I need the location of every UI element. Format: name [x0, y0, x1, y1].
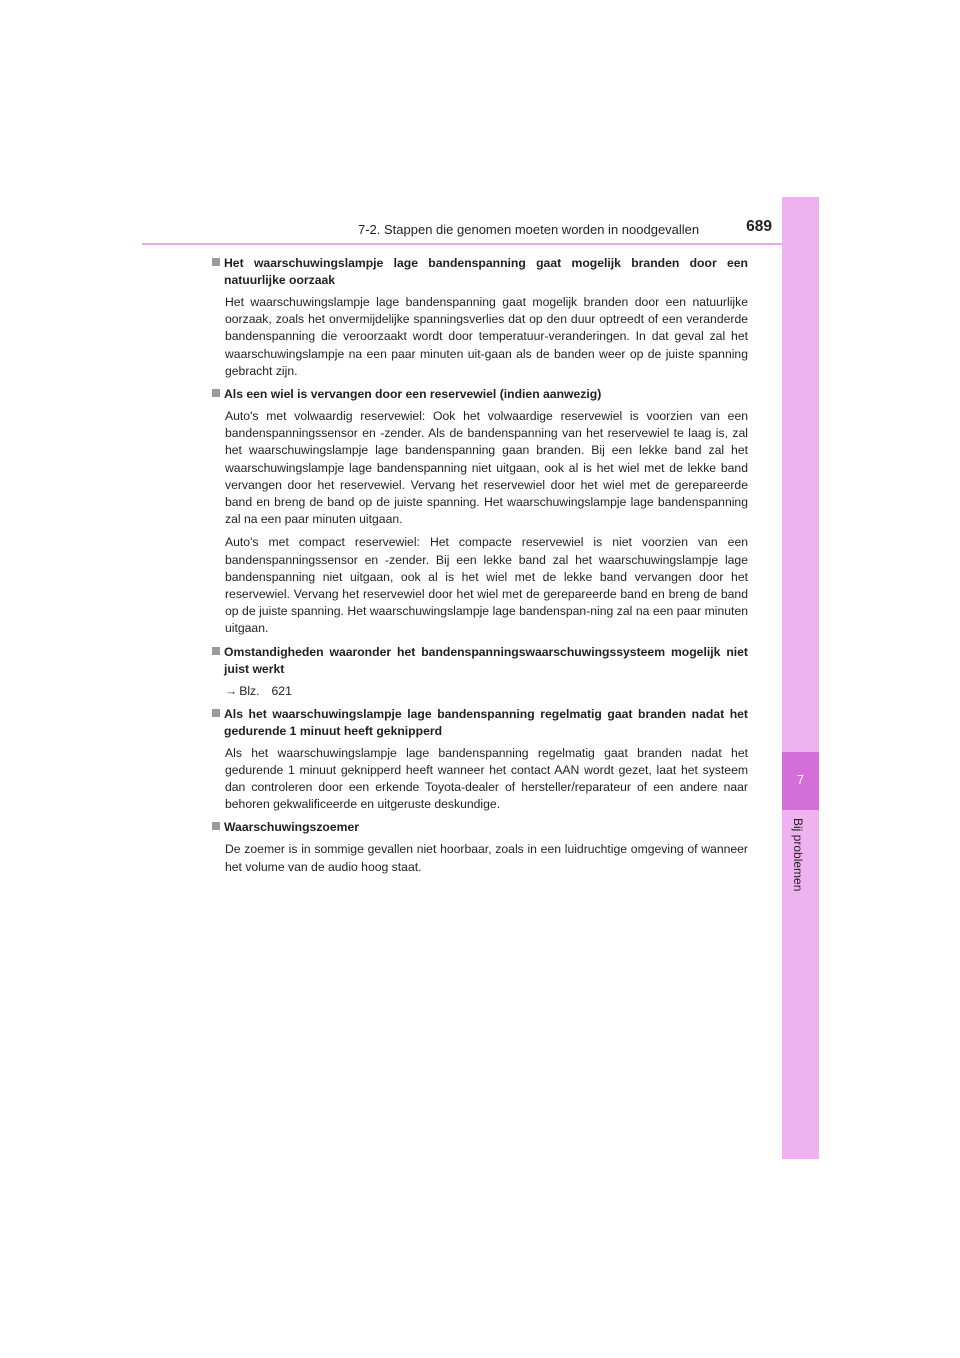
- main-content: [212, 255, 748, 882]
- item-heading-text: Waarschuwingszoemer: [224, 820, 360, 835]
- arrow-right-icon: →: [225, 683, 238, 698]
- square-bullet-icon: [212, 647, 220, 655]
- square-bullet-icon: [212, 389, 220, 397]
- chapter-tab: [782, 752, 819, 810]
- item-heading-text: Als een wiel is vervangen door een reservewiel (indien aanwezig): [224, 387, 602, 402]
- info-item: [212, 706, 748, 814]
- square-bullet-icon: [212, 709, 220, 717]
- chapter-label: Bij problemen: [791, 818, 805, 892]
- item-heading-text: Het waarschuwingslampje lage bandenspanning gaat mogelijk branden door een natuurlijke oorzaak: [224, 256, 748, 287]
- item-heading: [212, 644, 748, 678]
- info-item: [212, 255, 748, 380]
- page-header: [358, 218, 772, 242]
- item-paragraph: De zoemer is in sommige gevallen niet hoorbaar, zoals in een luidruchtige omgeving of wanneer het volume van de audio hoog staat.: [225, 842, 748, 874]
- square-bullet-icon: [212, 822, 220, 830]
- reference-page-number: 621: [271, 683, 292, 698]
- square-bullet-icon: [212, 258, 220, 266]
- item-paragraph: Het waarschuwingslampje lage bandenspanning gaat mogelijk branden door een natuurlijke oorzaak, zoals het onvermijdelijke spanningsverlies dat op den duur optreedt of een veranderde bandenspanning die veroorzaakt wordt door temperatuur-veranderingen. In dat geval zal het waarschuwingslampje na een paar minuten uit-gaan als de banden weer op de juiste spanning gebracht zijn.: [225, 295, 748, 378]
- page-reference[interactable]: [225, 683, 748, 700]
- item-heading-text: Als het waarschuwingslampje lage bandenspanning regelmatig gaat branden nadat het gedurende 1 minuut heeft geknipperd: [224, 706, 748, 738]
- header-divider: [142, 243, 818, 245]
- item-heading: [212, 386, 748, 403]
- side-thumb-tab: [782, 197, 819, 1159]
- item-heading-text: Omstandigheden waaronder het bandenspanningswaarschuwingssysteem mogelijk niet juist werkt: [224, 644, 748, 676]
- item-paragraph: Auto's met volwaardig reservewiel: Ook het volwaardige reservewiel is voorzien van een bandenspanningssensor en -zender. Als de bandenspanning van het reservewiel te laag is, zal het waarschuwingslampje lage bandenspanning gaan branden. Bij een lekke band zal het waarschuwingslampje lage bandenspanning niet uitgaan, ook al is het wiel met de lekke band vervangen door het reservewiel. Vervang het reservewiel door het wiel met de gerepareerde band en breng de band op de juiste spanning. Het waarschuwingslampje lage bandenspanning zal na een paar minuten uitgaan.: [225, 409, 748, 527]
- item-heading: [212, 819, 748, 836]
- item-heading: [212, 255, 748, 289]
- info-item: [212, 644, 748, 700]
- item-paragraph: Auto's met compact reservewiel: Het compacte reservewiel is niet voorzien van een bandenspanningssensor en -zender. Bij een lekke band zal het waarschuwingslampje lage bandenspanning niet uitgaan, ook al is het wiel met de lekke band vervangen door het reservewiel. Vervang het reservewiel door het wiel met de gerepareerde band en breng de band op de juiste spanning. Het waarschuwingslampje lage bandenspan-ning zal na een paar minuten uitgaan.: [225, 535, 748, 636]
- item-heading: [212, 706, 748, 740]
- chapter-number: 7: [796, 772, 805, 787]
- reference-label: Blz.: [239, 683, 260, 698]
- section-title: 7-2. Stappen die genomen moeten worden in noodgevallen: [358, 222, 700, 237]
- page-number: 689: [746, 218, 772, 235]
- info-item: [212, 819, 748, 875]
- info-item: [212, 386, 748, 638]
- item-paragraph: Als het waarschuwingslampje lage bandenspanning regelmatig gaat branden nadat het gedurende 1 minuut geknipperd heeft wanneer het contact AAN wordt gezet, laat het systeem dan controleren door een erkende Toyota-dealer of hersteller/reparateur of een andere naar behoren gekwalificeerde en uitgeruste deskundige.: [225, 745, 748, 812]
